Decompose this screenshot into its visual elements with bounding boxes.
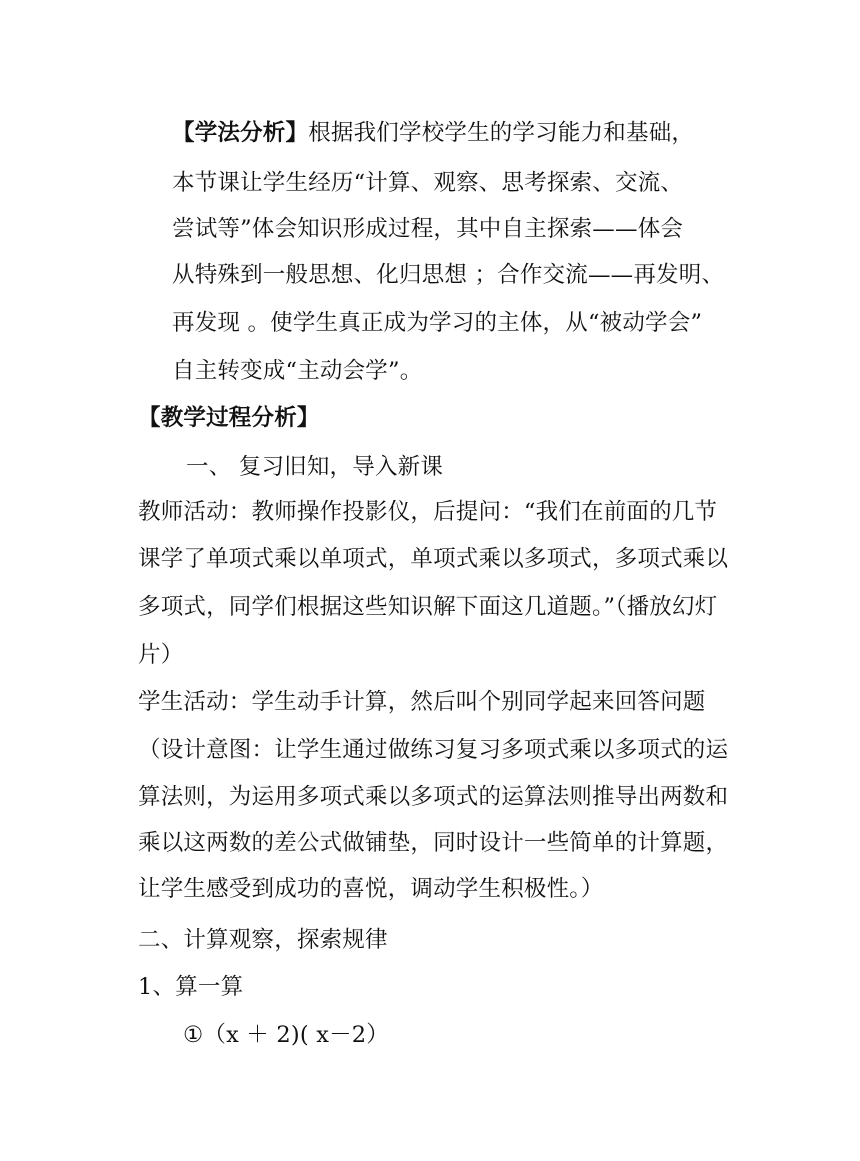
method-analysis-line: 再发现 。使学生真正成为学习的主体，从“被动学会” <box>172 310 703 336</box>
method-analysis-line: 自主转变成“主动会学”。 <box>172 358 423 384</box>
method-analysis-text: 根据我们学校学生的学习能力和基础， <box>308 120 695 146</box>
method-analysis-heading: 【学法分析】 <box>172 120 309 146</box>
design-intent-line: 算法则，为运用多项式乘以多项式的运算法则推导出两数和 <box>138 784 729 810</box>
subsection1-title: 1、算一算 <box>138 974 244 1000</box>
design-intent-line: 乘以这两数的差公式做铺垫，同时设计一些简单的计算题， <box>138 830 729 856</box>
student-activity: 学生活动：学生动手计算，然后叫个别同学起来回答问题 <box>138 689 706 715</box>
method-analysis-line: 尝试等”体会知识形成过程，其中自主探索——体会 <box>172 216 684 242</box>
expression-1: ①（x ＋ 2)( x－2） <box>183 1022 389 1048</box>
process-analysis-heading: 【教学过程分析】 <box>138 405 320 431</box>
teacher-activity-line: 片） <box>138 642 184 668</box>
method-analysis-first-line <box>172 117 694 149</box>
method-analysis-line: 本节课让学生经历“计算、观察、思考探索、交流、 <box>172 170 684 196</box>
method-analysis-line: 从特殊到一般思想、化归思想 ；合作交流——再发明、 <box>172 262 725 288</box>
design-intent-line: （设计意图：让学生通过做练习复习多项式乘以多项式的运 <box>138 737 729 763</box>
teacher-activity-line: 课学了单项式乘以单项式，单项式乘以多项式，多项式乘以 <box>138 546 729 572</box>
section2-title: 二、计算观察，探索规律 <box>138 927 388 953</box>
teacher-activity-line: 多项式，同学们根据这些知识解下面这几道题。”（播放幻灯 <box>138 594 718 620</box>
teacher-activity-line: 教师活动：教师操作投影仪，后提问：“我们在前面的几节 <box>138 499 718 525</box>
design-intent-line: 让学生感受到成功的喜悦，调动学生积极性。） <box>138 876 604 902</box>
section1-title: 一、 复习旧知，导入新课 <box>186 454 444 480</box>
